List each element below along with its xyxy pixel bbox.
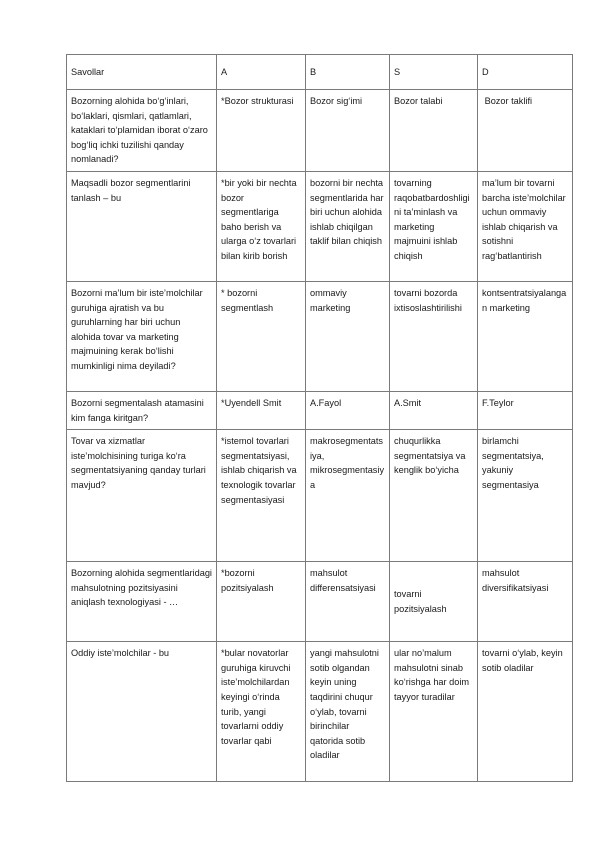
answer-b-cell [306, 562, 390, 642]
answer-d-cell [478, 281, 573, 391]
question-text: Oddiy iste’molchilar - bu [71, 648, 170, 659]
answer-a-cell [217, 430, 306, 562]
answer-b-cell [306, 642, 390, 782]
answer-text: *istemol tovarlari segmentatsiyasi, ishlab chiqarish va texnologik tovarlar segmentasiyasi [221, 436, 300, 505]
answer-s-cell [390, 90, 478, 172]
header-cell-d [478, 55, 573, 90]
answer-text: mahsulot differensatsiyasi [310, 568, 376, 593]
answer-b-cell [306, 90, 390, 172]
answer-text: tovarni pozitsiyalash [394, 589, 447, 614]
answer-text: makrosegmentatsiya, mikrosegmentasiya [310, 436, 385, 490]
question-cell [67, 281, 217, 391]
answer-text: tovarni o‘ylab, keyin sotib oladilar [482, 648, 566, 673]
answer-text: bozorni bir nechta segmentlarida har biri uchun alohida ishlab chiqilgan taklif bilan chiqish [310, 177, 387, 247]
answer-text: birlamchi segmentatsiya, yakuniy segmentasiya [482, 436, 547, 490]
answer-a-cell [217, 171, 306, 281]
table-row [67, 642, 573, 782]
answer-text: ular no’malum mahsulotni sinab ko‘rishga har doim tayyor turadilar [394, 648, 472, 702]
answer-text: A.Fayol [310, 397, 342, 408]
header-label: Savollar [71, 66, 105, 77]
table-row [67, 281, 573, 391]
question-text: Tovar va xizmatlar iste’molchisining turiga ko‘ra segmentatsiyaning qanday turlari mavjud? [71, 436, 209, 490]
answer-d-cell [478, 90, 573, 172]
answer-d-cell [478, 171, 573, 281]
answer-text: ommaviy marketing [310, 287, 351, 313]
answer-text: Bozor taklifi [482, 96, 533, 106]
question-cell [67, 391, 217, 429]
answer-a-cell [217, 642, 306, 782]
answer-s-cell [390, 281, 478, 391]
answer-a-cell [217, 281, 306, 391]
answer-text: tovarni bozorda ixtisoslashtirilishi [394, 287, 462, 313]
question-text: Bozorni ma’lum bir iste’molchilar guruhiga ajratish va bu guruhlarning har biri uchun alohida tovar va marketing majmuining kerak bo‘lishi mumkinligi nima deyiladi? [71, 287, 206, 371]
answer-text: chuqurlikka segmentatsiya va kenglik bo‘yicha [394, 436, 469, 476]
answer-s-cell [390, 642, 478, 782]
answer-a-cell [217, 391, 306, 429]
answer-text: *Bozor strukturasi [221, 96, 294, 106]
answer-s-cell [390, 391, 478, 429]
question-text: Bozorni segmentalash atamasini kim fanga kiritgan? [71, 397, 207, 423]
question-cell [67, 90, 217, 172]
answer-d-cell [478, 430, 573, 562]
header-cell-a [217, 55, 306, 90]
answer-text: *bular novatorlar guruhiga kiruvchi iste’molchilardan keyingi o‘rinda turib, yangi tovarlarni oddiy tovarlar qabi [221, 648, 294, 746]
answer-text: * bozorni segmentlash [221, 287, 274, 313]
answer-text: *bozorni pozitsiyalash [221, 568, 274, 593]
answer-d-cell [478, 642, 573, 782]
header-cell-s [390, 55, 478, 90]
question-text: Bozorning alohida bo‘g‘inlari, bo‘laklari, qismlari, qatlamlari, kataklari to‘plamidan iborat o‘zaro bog‘liq ichki tuzilishi qanday nomlanadi? [71, 96, 211, 165]
header-label: D [482, 66, 489, 77]
answer-d-cell [478, 391, 573, 429]
question-text: Maqsadli bozor segmentlarini tanlash – bu [71, 177, 194, 203]
answer-s-cell [390, 562, 478, 642]
answer-b-cell [306, 430, 390, 562]
table-row [67, 171, 573, 281]
header-label: S [394, 66, 401, 77]
answer-b-cell [306, 281, 390, 391]
answer-text: Bozor talabi [394, 96, 443, 106]
table-row [67, 391, 573, 429]
answer-text: ma’lum bir tovarni barcha iste’molchilar uchun ommaviy ishlab chiqarish va sotishni rag‘batlantirish [482, 177, 569, 261]
table-header-row [67, 55, 573, 90]
answer-b-cell [306, 391, 390, 429]
answer-text: A.Smit [394, 397, 422, 408]
question-cell [67, 642, 217, 782]
header-label: A [221, 66, 228, 77]
answer-a-cell [217, 90, 306, 172]
question-cell [67, 562, 217, 642]
table-row [67, 90, 573, 172]
answer-text: kontsentratsiyalangan marketing [482, 287, 567, 313]
table-row [67, 430, 573, 562]
question-text: Bozorning alohida segmentlaridagi mahsulotning pozitsiyasini aniqlash texnologiyasi - … [71, 568, 215, 608]
header-label: B [310, 66, 317, 77]
quiz-table [66, 54, 573, 782]
answer-text: *bir yoki bir nechta bozor segmentlariga baho berish va ularga o‘z tovarlari bilan kirib borish [221, 177, 300, 261]
answer-a-cell [217, 562, 306, 642]
table-row [67, 562, 573, 642]
answer-s-cell [390, 171, 478, 281]
answer-s-cell [390, 430, 478, 562]
header-cell-question [67, 55, 217, 90]
answer-text: yangi mahsulotni sotib olgandan keyin uning taqdirini chuqur o‘ylab, tovarni birinchilar qatorida sotib oladilar [310, 648, 382, 761]
answer-text: F.Teylor [482, 397, 514, 408]
answer-text: tovarning raqobatbardoshligini ta’minlash va marketing majmuini ishlab chiqish [394, 177, 470, 261]
answer-d-cell [478, 562, 573, 642]
answer-text: mahsulot diversifikatsiyasi [482, 568, 549, 593]
answer-text: Bozor sig‘imi [310, 96, 363, 106]
question-cell [67, 430, 217, 562]
answer-text: *Uyendell Smit [221, 397, 282, 408]
answer-b-cell [306, 171, 390, 281]
question-cell [67, 171, 217, 281]
header-cell-b [306, 55, 390, 90]
